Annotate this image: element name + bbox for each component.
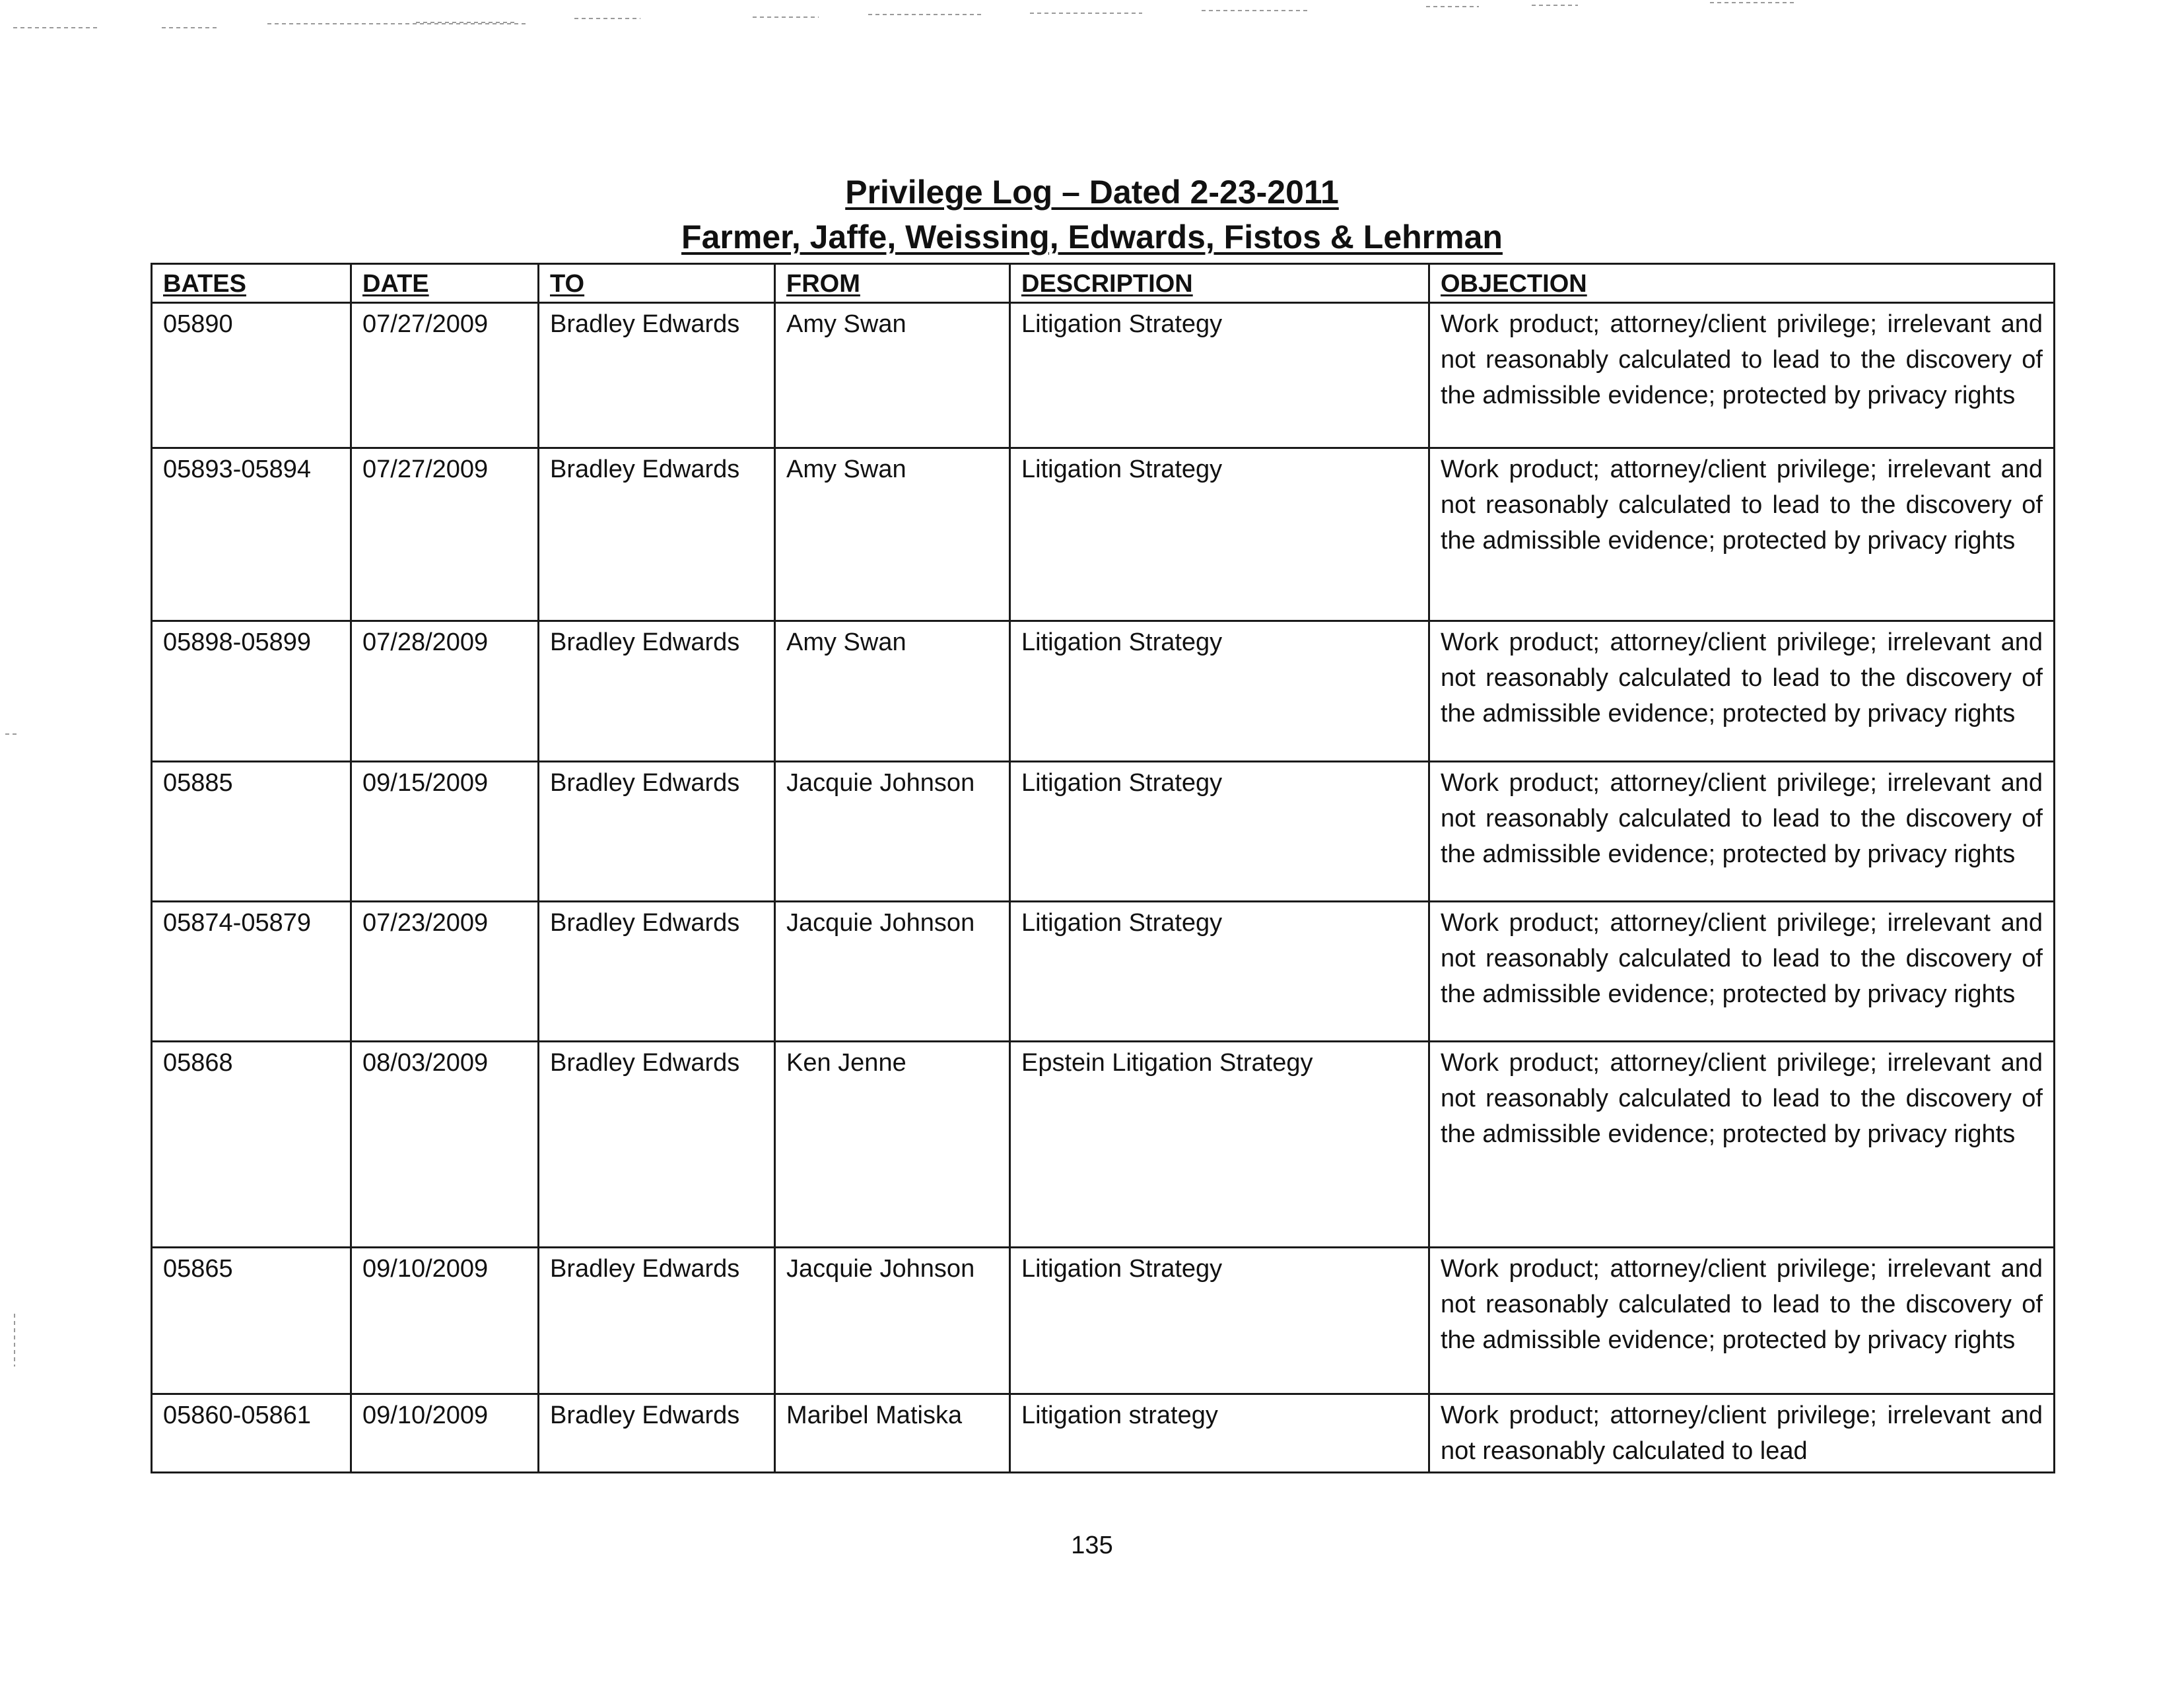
cell-date: 07/28/2009 [351, 621, 539, 762]
cell-from: Ken Jenne [775, 1042, 1010, 1248]
column-header-from: FROM [775, 264, 1010, 303]
cell-from: Maribel Matiska [775, 1394, 1010, 1473]
cell-date: 07/23/2009 [351, 902, 539, 1042]
cell-from: Amy Swan [775, 448, 1010, 621]
table-header-row [152, 264, 2055, 303]
cell-objection: Work product; attorney/client privilege; irrelevant and not reasonably calculated to lead to the discovery of the admissible evidence; protected by privacy rights [1429, 902, 2055, 1042]
cell-date: 09/15/2009 [351, 762, 539, 902]
cell-to: Bradley Edwards [539, 621, 775, 762]
cell-objection: Work product; attorney/client privilege; irrelevant and not reasonably calculated to lead to the discovery of the admissible evidence; protected by privacy rights [1429, 1248, 2055, 1394]
document-subtitle: Farmer, Jaffe, Weissing, Edwards, Fistos & Lehrman [681, 219, 1503, 255]
cell-objection: Work product; attorney/client privilege; irrelevant and not reasonably calculated to lead to the discovery of the admissible evidence; protected by privacy rights [1429, 303, 2055, 448]
cell-bates: 05890 [152, 303, 351, 448]
cell-bates: 05893-05894 [152, 448, 351, 621]
cell-to: Bradley Edwards [539, 448, 775, 621]
privilege-log-table [151, 263, 2055, 1473]
cell-date: 08/03/2009 [351, 1042, 539, 1248]
cell-description: Litigation Strategy [1010, 1248, 1429, 1394]
cell-bates: 05885 [152, 762, 351, 902]
cell-date: 07/27/2009 [351, 303, 539, 448]
page-number: 135 [1071, 1532, 1113, 1559]
cell-to: Bradley Edwards [539, 1248, 775, 1394]
cell-date: 09/10/2009 [351, 1394, 539, 1473]
column-header-date: DATE [351, 264, 539, 303]
cell-bates: 05868 [152, 1042, 351, 1248]
cell-bates: 05860-05861 [152, 1394, 351, 1473]
cell-description: Litigation Strategy [1010, 762, 1429, 902]
cell-from: Jacquie Johnson [775, 1248, 1010, 1394]
cell-date: 07/27/2009 [351, 448, 539, 621]
cell-description: Litigation Strategy [1010, 621, 1429, 762]
table-row [152, 1042, 2055, 1248]
cell-objection: Work product; attorney/client privilege; irrelevant and not reasonably calculated to lead to the discovery of the admissible evidence; protected by privacy rights [1429, 1042, 2055, 1248]
cell-bates: 05874-05879 [152, 902, 351, 1042]
cell-to: Bradley Edwards [539, 1042, 775, 1248]
cell-from: Amy Swan [775, 303, 1010, 448]
cell-to: Bradley Edwards [539, 303, 775, 448]
cell-objection: Work product; attorney/client privilege; irrelevant and not reasonably calculated to lead [1429, 1394, 2055, 1473]
column-header-bates: BATES [152, 264, 351, 303]
cell-from: Jacquie Johnson [775, 762, 1010, 902]
cell-description: Litigation strategy [1010, 1394, 1429, 1473]
cell-to: Bradley Edwards [539, 902, 775, 1042]
column-header-description: DESCRIPTION [1010, 264, 1429, 303]
cell-objection: Work product; attorney/client privilege; irrelevant and not reasonably calculated to lead to the discovery of the admissible evidence; protected by privacy rights [1429, 621, 2055, 762]
cell-to: Bradley Edwards [539, 1394, 775, 1473]
table-row [152, 448, 2055, 621]
cell-objection: Work product; attorney/client privilege; irrelevant and not reasonably calculated to lead to the discovery of the admissible evidence; protected by privacy rights [1429, 448, 2055, 621]
table-row [152, 902, 2055, 1042]
cell-date: 09/10/2009 [351, 1248, 539, 1394]
cell-from: Jacquie Johnson [775, 902, 1010, 1042]
cell-description: Litigation Strategy [1010, 902, 1429, 1042]
cell-to: Bradley Edwards [539, 762, 775, 902]
document-title: Privilege Log – Dated 2-23-2011 [845, 174, 1339, 211]
cell-description: Litigation Strategy [1010, 448, 1429, 621]
table-row [152, 762, 2055, 902]
table-row [152, 1394, 2055, 1473]
cell-objection: Work product; attorney/client privilege; irrelevant and not reasonably calculated to lead to the discovery of the admissible evidence; protected by privacy rights [1429, 762, 2055, 902]
table-row [152, 303, 2055, 448]
column-header-objection: OBJECTION [1429, 264, 2055, 303]
column-header-to: TO [539, 264, 775, 303]
table-row [152, 621, 2055, 762]
cell-description: Epstein Litigation Strategy [1010, 1042, 1429, 1248]
table-row [152, 1248, 2055, 1394]
cell-from: Amy Swan [775, 621, 1010, 762]
cell-bates: 05865 [152, 1248, 351, 1394]
cell-bates: 05898-05899 [152, 621, 351, 762]
cell-description: Litigation Strategy [1010, 303, 1429, 448]
